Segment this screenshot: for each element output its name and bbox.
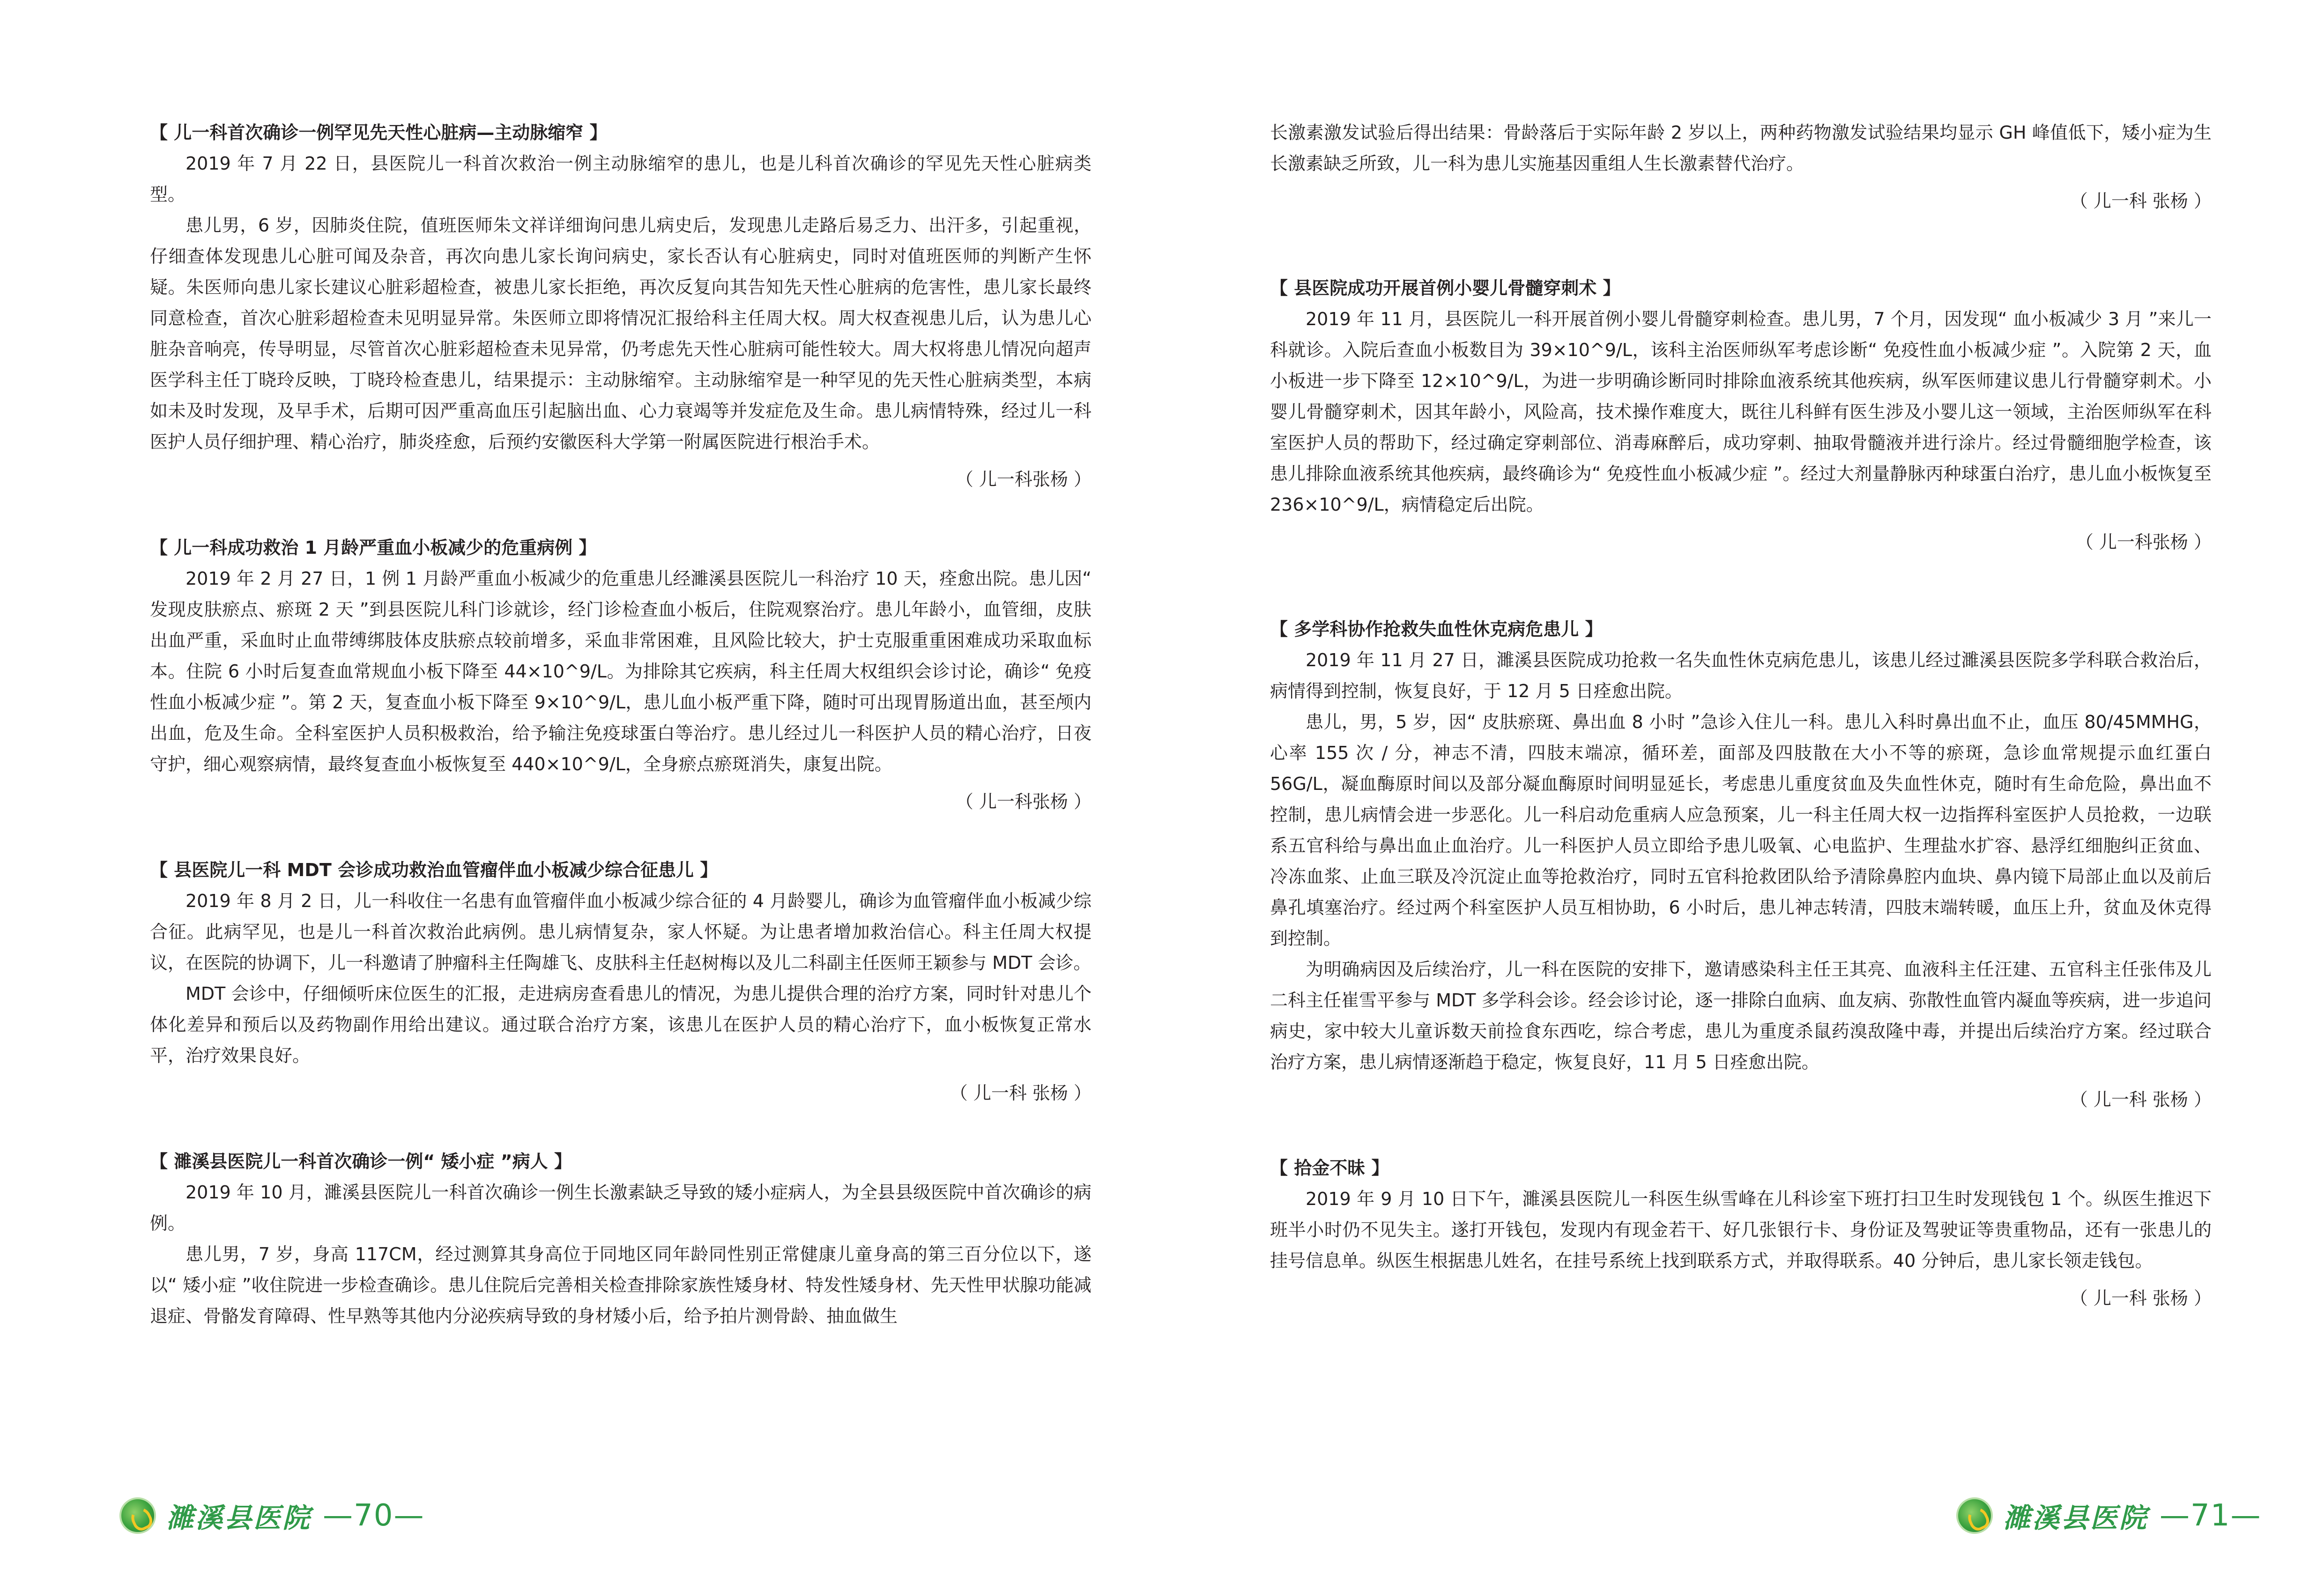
hospital-logo-icon (1956, 1497, 1993, 1534)
article-title: 【 县医院成功开展首例小婴儿骨髓穿刺术 】 (1270, 278, 1621, 298)
article-paragraph: 2019 年 8 月 2 日，儿一科收住一名患有血管瘤伴血小板减少综合征的 4 月龄婴儿，确诊为血管瘤伴血小板减少综合征。此病罕见，也是儿一科首次救治此病例。患儿病情复杂，家人怀疑。为让患者增加救治信心。科主任周大权提议，在医院的协调下，儿一科邀请了肿瘤科主任陶雄飞、皮肤科主任赵树梅以及儿二科副主任医师王颖参与 MDT 会诊。 (150, 891, 1091, 973)
article-paragraph: 2019 年 7 月 22 日，县医院儿一科首次救治一例主动脉缩窄的患儿，也是儿科首次确诊的罕见先天性心脏病类型。 (150, 153, 1091, 205)
article-paragraph: MDT 会诊中，仔细倾听床位医生的汇报，走进病房查看患儿的情况，为患儿提供合理的治疗方案，同时针对患儿个体化差异和预后以及药物副作用给出建议。通过联合治疗方案，该患儿在医护人员的精心治疗下，血小板恢复正常水平，治疗效果良好。 (150, 983, 1091, 1066)
article-signature: （ 儿一科 张杨 ） (950, 1083, 1091, 1103)
article-title: 【 濉溪县医院儿一科首次确诊一例“ 矮小症 ”病人 】 (150, 1151, 572, 1172)
article-thrombocytopenia-infant (150, 532, 1091, 817)
article-aortic-coarctation (150, 117, 1091, 495)
article-paragraph: 2019 年 9 月 10 日下午，濉溪县医院儿一科医生纵雪峰在儿科诊室下班打扫卫生时发现钱包 1 个。纵医生推迟下班半小时仍不见失主。遂打开钱包，发现内有现金若干、好几张银行卡、身份证及驾驶证等贵重物品，还有一张患儿的挂号信息单。纵医生根据患儿姓名，在挂号系统上找到联系方式，并取得联系。40 分钟后，患儿家长领走钱包。 (1270, 1189, 2212, 1271)
article-paragraph: 2019 年 11 月 27 日，濉溪县医院成功抢救一名失血性休克病危患儿，该患儿经过濉溪县医院多学科联合救治后，病情得到控制，恢复良好，于 12 月 5 日痊愈出院。 (1270, 650, 2212, 701)
article-title: 【 拾金不昧 】 (1270, 1158, 1389, 1178)
article-paragraph: 患儿男，6 岁，因肺炎住院，值班医师朱文祥详细询问患儿病史后，发现患儿走路后易乏力、出汗多，引起重视，仔细查体发现患儿心脏可闻及杂音，再次向患儿家长询问病史，家长否认有心脏病史，同时对值班医师的判断产生怀疑。朱医师向患儿家长建议心脏彩超检查，被患儿家长拒绝，再次反复向其告知先天性心脏病的危害性，患儿家长最终同意检查，首次心脏彩超检查未见明显异常。朱医师立即将情况汇报给科主任周大权。周大权查视患儿后，认为患儿心脏杂音响亮，传导明显，尽管首次心脏彩超检查未见异常，仍考虑先天性心脏病可能性较大。周大权将患儿情况向超声医学科主任丁晓玲反映，丁晓玲检查患儿，结果提示：主动脉缩窄。主动脉缩窄是一种罕见的先天性心脏病类型，本病如未及时发现，及早手术，后期可因严重高血压引起脑出血、心力衰竭等并发症危及生命。患儿病情特殊，经过儿一科医护人员仔细护理、精心治疗，肺炎痊愈，后预约安徽医科大学第一附属医院进行根治手术。 (150, 215, 1091, 452)
article-signature: （ 儿一科张杨 ） (2075, 532, 2212, 552)
article-short-stature-continued (1270, 117, 2212, 216)
article-paragraph: 为明确病因及后续治疗，儿一科在医院的安排下，邀请感染科主任王其亮、血液科主任汪建、五官科主任张伟及儿二科主任崔雪平参与 MDT 多学科会诊。经会诊讨论，逐一排除白血病、血友病、弥散性血管内凝血等疾病，进一步追问病史，家中较大儿童诉数天前捡食东西吃，综合考虑，患儿为重度杀鼠药溴敌隆中毒，并提出后续治疗方案。经过联合治疗方案，患儿病情逐渐趋于稳定，恢复良好，11 月 5 日痊愈出院。 (1270, 959, 2212, 1072)
article-paragraph: 长激素激发试验后得出结果：骨龄落后于实际年龄 2 岁以上，两种药物激发试验结果均显示 GH 峰值低下，矮小症为生长激素缺乏所致，儿一科为患儿实施基因重组人生长激素替代治疗。 (1270, 122, 2212, 174)
article-paragraph: 患儿男，7 岁，身高 117CM，经过测算其身高位于同地区同年龄同性别正常健康儿童身高的第三百分位以下，遂以“ 矮小症 ”收住院进一步检查确诊。患儿住院后完善相关检查排除家族性矮身材、特发性矮身材、先天性甲状腺功能减退症、骨骼发育障碍、性早熟等其他内分泌疾病导致的身材矮小后，给予拍片测骨龄、抽血做生 (150, 1244, 1091, 1326)
article-short-stature (150, 1146, 1091, 1332)
right-page-footer (1956, 1490, 2261, 1541)
hospital-name: 濉溪县医院 (166, 1502, 312, 1534)
left-column (150, 117, 1091, 1332)
hospital-logo-icon (119, 1497, 156, 1534)
left-page-footer (119, 1490, 424, 1541)
article-signature: （ 儿一科 张杨 ） (2070, 1089, 2212, 1110)
article-paragraph: 2019 年 10 月，濉溪县医院儿一科首次确诊一例生长激素缺乏导致的矮小症病人，为全县县级医院中首次确诊的病例。 (150, 1182, 1091, 1234)
article-paragraph: 2019 年 2 月 27 日，1 例 1 月龄严重血小板减少的危重患儿经濉溪县医院儿一科治疗 10 天，痊愈出院。患儿因“ 发现皮肤瘀点、瘀斑 2 天 ”到县医院儿科门诊就诊，经门诊检查血小板后，住院观察治疗。患儿年龄小，血管细，皮肤出血严重，采血时止血带缚绑肢体皮肤瘀点较前增多，采血非常困难，且风险比较大，护士克服重重困难成功采取血标本。住院 6 小时后复查血常规血小板下降至 44×10^9/L。为排除其它疾病，科主任周大权组织会诊讨论，确诊“ 免疫性血小板减少症 ”。第 2 天，复查血小板下降至 9×10^9/L，患儿血小板严重下降，随时可出现胃肠道出血，甚至颅内出血，危及生命。全科室医护人员积极救治，给予输注免疫球蛋白等治疗。患儿经过儿一科医护人员的精心治疗，日夜守护，细心观察病情，最终复查血小板恢复至 440×10^9/L，全身瘀点瘀斑消失，康复出院。 (150, 568, 1091, 774)
article-hemorrhagic-shock (1270, 614, 2212, 1115)
right-column (1270, 117, 2212, 1314)
article-title: 【 多学科协作抢救失血性休克病危患儿 】 (1270, 619, 1603, 640)
article-title: 【 儿一科首次确诊一例罕见先天性心脏病—主动脉缩窄 】 (150, 122, 608, 143)
article-signature: （ 儿一科张杨 ） (955, 791, 1091, 812)
article-signature: （ 儿一科 张杨 ） (2070, 1288, 2212, 1309)
article-paragraph: 2019 年 11 月，县医院儿一科开展首例小婴儿骨髓穿刺检查。患儿男，7 个月，因发现“ 血小板减少 3 月 ”来儿一科就诊。入院后查血小板数目为 39×10^9/L，该科主治医师纵军考虑诊断“ 免疫性血小板减少症 ”。入院第 2 天，血小板进一步下降至 12×10^9/L，为进一步明确诊断同时排除血液系统其他疾病，纵军医师建议患儿行骨髓穿刺术。小婴儿骨髓穿刺术，因其年龄小，风险高，技术操作难度大，既往儿科鲜有医生涉及小婴儿这一领域，主治医师纵军在科室医护人员的帮助下，经过确定穿刺部位、消毒麻醉后，成功穿刺、抽取骨髓液并进行涂片。经过骨髓细胞学检查，该患儿排除血液系统其他疾病，最终确诊为“ 免疫性血小板减少症 ”。经过大剂量静脉丙种球蛋白治疗，患儿血小板恢复至 236×10^9/L，病情稳定后出院。 (1270, 309, 2212, 515)
page-number: —70— (323, 1498, 425, 1533)
article-signature: （ 儿一科张杨 ） (955, 469, 1091, 490)
article-bone-marrow-puncture (1270, 273, 2212, 558)
page-number: —71— (2160, 1498, 2262, 1533)
article-mdt-hemangioma (150, 855, 1091, 1108)
article-signature: （ 儿一科 张杨 ） (2070, 191, 2212, 211)
hospital-name: 濉溪县医院 (2003, 1502, 2149, 1534)
article-paragraph: 患儿，男，5 岁，因“ 皮肤瘀斑、鼻出血 8 小时 ”急诊入住儿一科。患儿入科时鼻出血不止，血压 80/45MMHG，心率 155 次 / 分，神志不清，四肢末端凉，循环差，面部及四肢散在大小不等的瘀斑，急诊血常规提示血红蛋白 56G/L，凝血酶原时间以及部分凝血酶原时间明显延长，考虑患儿重度贫血及失血性休克，随时有生命危险，鼻出血不控制，患儿病情会进一步恶化。儿一科启动危重病人应急预案，儿一科主任周大权一边指挥科室医护人员抢救，一边联系五官科给与鼻出血止血治疗。儿一科医护人员立即给予患儿吸氧、心电监护、生理盐水扩容、悬浮红细胞纠正贫血、冷冻血浆、止血三联及冷沉淀止血等抢救治疗，同时五官科抢救团队给予清除鼻腔内血块、鼻内镜下局部止血以及前后鼻孔填塞治疗。经过两个科室医护人员互相协助，6 小时后，患儿神志转清，四肢末端转暖，血压上升，贫血及休克得到控制。 (1270, 712, 2212, 949)
article-lost-wallet (1270, 1153, 2212, 1314)
article-title: 【 县医院儿一科 MDT 会诊成功救治血管瘤伴血小板减少综合征患儿 】 (150, 860, 718, 880)
right-page (1162, 0, 2324, 1577)
article-title: 【 儿一科成功救治 1 月龄严重血小板减少的危重病例 】 (150, 537, 597, 558)
